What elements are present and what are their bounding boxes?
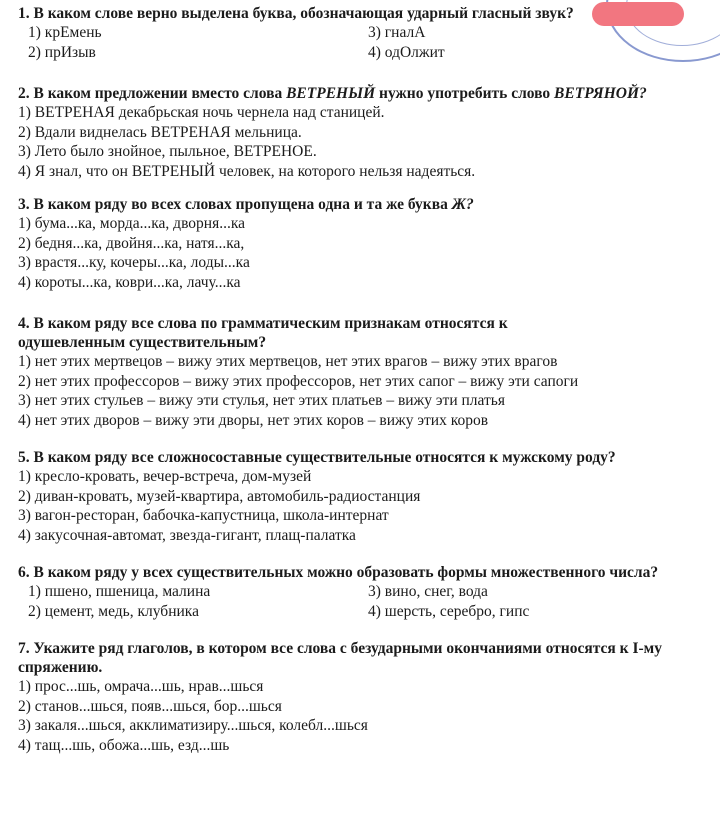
title-text: нужно употребить слово <box>375 85 555 102</box>
option: 3) врастя...ку, кочеры...ка, лоды...ка <box>18 254 250 271</box>
question-title: 5. В каком ряду все сложносоставные существительные относятся к мужскому роду? <box>18 449 616 466</box>
question-5 <box>18 448 714 545</box>
question-title: 4. В каком ряду все слова по грамматическим признакам относятся к одушевленным существительным? <box>18 315 508 351</box>
option: 3) гналА <box>368 24 426 41</box>
options-grid <box>18 582 714 621</box>
option: 1) крЕмень <box>28 24 102 41</box>
option: 1) нет этих мертвецов – вижу этих мертвецов, нет этих врагов – вижу этих врагов <box>18 353 558 370</box>
option: 1) пшено, пшеница, малина <box>28 583 211 600</box>
option: 3) закаля...шься, акклиматизиру...шься, колебл...шься <box>18 717 368 734</box>
option: 4) шерсть, серебро, гипс <box>368 602 530 620</box>
option: 4) одОлжит <box>368 43 445 61</box>
option: 2) прИзыв <box>28 43 96 61</box>
question-title: 1. В каком слове верно выделена буква, обозначающая ударный гласный звук? <box>18 5 574 22</box>
option: 1) бума...ка, морда...ка, дворня...ка <box>18 215 246 232</box>
option: 2) нет этих профессоров – вижу этих профессоров, нет этих сапог – вижу эти сапоги <box>18 372 579 390</box>
keyword: ВЕТРЕНЫЙ <box>286 85 376 102</box>
title-text: 2. В каком предложении вместо слова <box>18 85 287 102</box>
option: 3) вагон-ресторан, бабочка-капустница, школа-интернат <box>18 507 389 524</box>
question-1 <box>18 4 714 62</box>
option: 1) прос...шь, омрача...шь, нрав...шься <box>18 678 264 695</box>
question-6 <box>18 563 714 621</box>
option: 2) цемент, медь, клубника <box>28 602 199 620</box>
option: 4) Я знал, что он ВЕТРЕНЫЙ человек, на которого нельзя надеяться. <box>18 162 476 180</box>
options-grid <box>18 23 714 62</box>
option: 4) тащ...шь, обожа...шь, езд...шь <box>18 736 230 754</box>
option: 1) кресло-кровать, вечер-встреча, дом-музей <box>18 468 312 485</box>
option: 3) Лето было знойное, пыльное, ВЕТРЕНОЕ. <box>18 143 317 160</box>
question-title: 7. Укажите ряд глаголов, в котором все слова с безударными окончаниями относятся к I-му спряжению. <box>18 640 662 676</box>
option: 4) нет этих дворов – вижу эти дворы, нет этих коров – вижу этих коров <box>18 411 489 429</box>
option: 2) станов...шься, появ...шься, бор...шься <box>18 697 282 715</box>
keyword: Ж? <box>451 196 474 213</box>
question-2 <box>18 84 714 181</box>
question-title <box>18 84 714 103</box>
question-title <box>18 195 714 214</box>
option: 2) диван-кровать, музей-квартира, автомобиль-радиостанция <box>18 487 421 505</box>
option: 2) бедня...ка, двойня...ка, натя...ка, <box>18 234 245 252</box>
option: 4) короты...ка, коври...ка, лачу...ка <box>18 273 241 291</box>
option: 3) нет этих стульев – вижу эти стулья, нет этих платьев – вижу эти платья <box>18 392 505 409</box>
option: 4) закусочная-автомат, звезда-гигант, плащ-палатка <box>18 526 356 544</box>
option: 2) Вдали виднелась ВЕТРЕНАЯ мельница. <box>18 123 302 141</box>
question-7 <box>18 639 714 755</box>
option: 3) вино, снег, вода <box>368 583 488 600</box>
keyword: ВЕТРЯНОЙ? <box>554 85 647 102</box>
question-3 <box>18 195 714 292</box>
question-title: 6. В каком ряду у всех существительных можно образовать формы множественного числа? <box>18 564 659 581</box>
question-4 <box>18 314 714 430</box>
title-text: 3. В каком ряду во всех словах пропущена одна и та же буква <box>18 196 452 213</box>
option: 1) ВЕТРЕНАЯ декабрьская ночь чернела над станицей. <box>18 104 385 121</box>
test-page <box>18 4 714 769</box>
